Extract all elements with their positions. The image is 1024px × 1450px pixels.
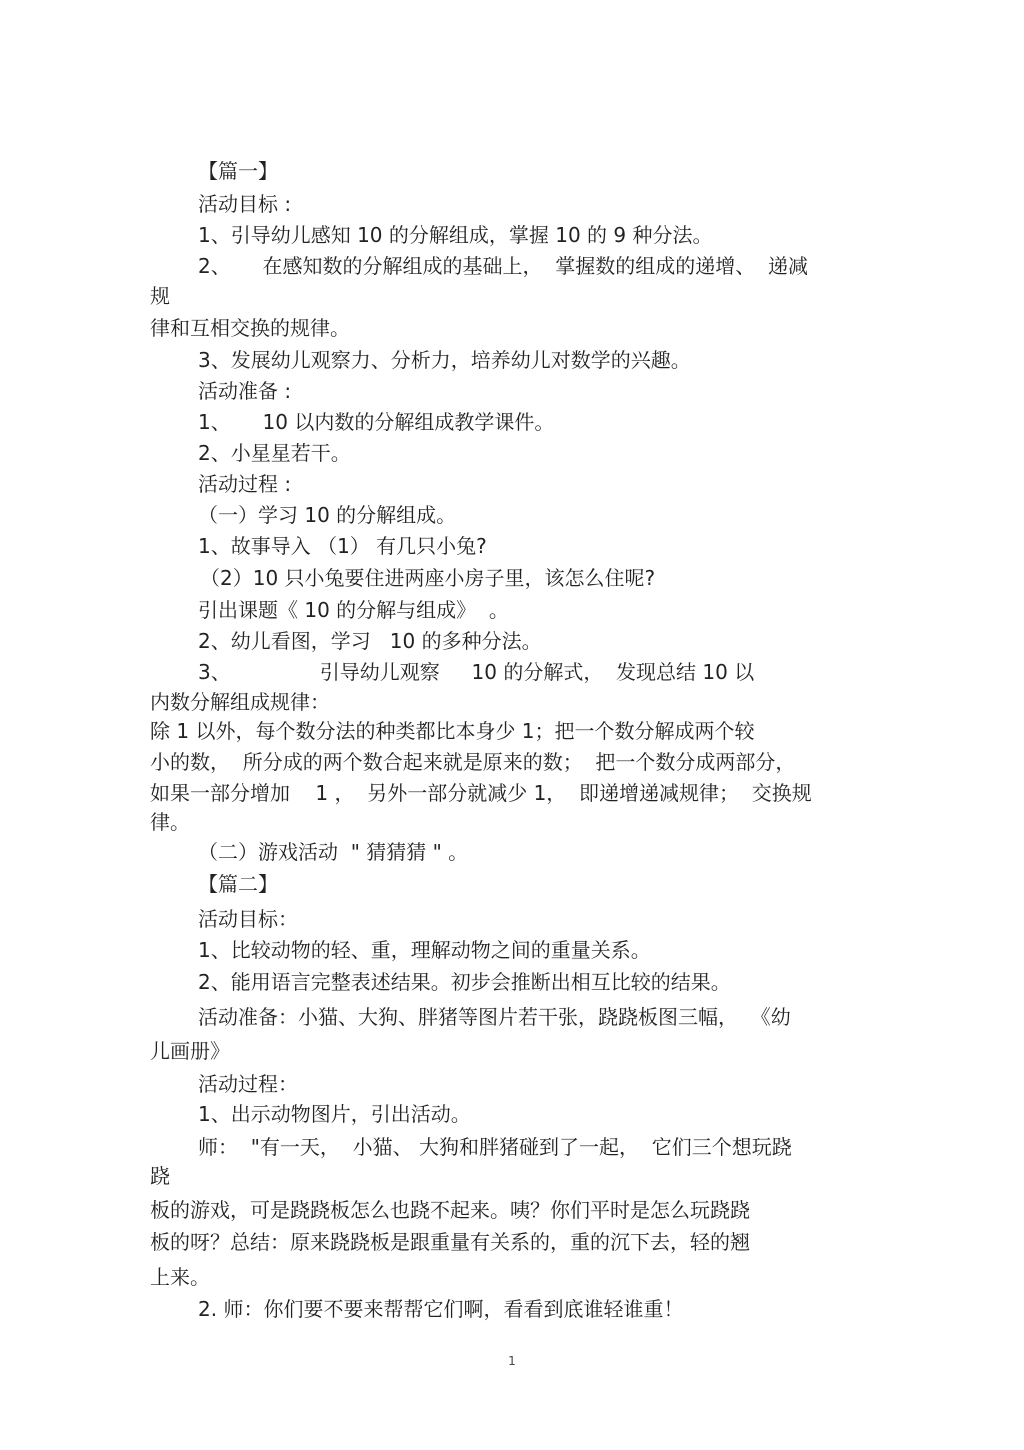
text-line: 2、小星星若干。	[198, 441, 351, 465]
text-line: 如果一部分增加 1 ， 另外一部分就减少 1， 即递增递减规律； 交换规	[150, 781, 812, 805]
text-line: （二）游戏活动 " 猜猜猜 " 。	[198, 840, 469, 864]
text-line: 小的数， 所分成的两个数合起来就是原来的数； 把一个数分成两部分，	[150, 750, 796, 774]
text-line: 活动目标：	[198, 907, 298, 931]
text-line: 活动准备 :	[198, 379, 292, 403]
text-line: 内数分解组成规律：	[150, 690, 330, 714]
text-line: 2、能用语言完整表述结果。初步会推断出相互比较的结果。	[198, 970, 731, 994]
text-line: 活动过程：	[198, 1072, 298, 1096]
text-line: 1、故事导入 （1） 有几只小兔?	[198, 534, 487, 558]
text-line: 活动目标 :	[198, 192, 292, 216]
text-line: 1、 10 以内数的分解组成教学课件。	[198, 410, 555, 434]
text-line: 活动过程 :	[198, 472, 292, 496]
heading-part-1: 【篇一】	[198, 159, 278, 183]
text-line: 1、引导幼儿感知 10 的分解组成，掌握 10 的 9 种分法。	[198, 223, 713, 247]
text-line: （2）10 只小兔要住进两座小房子里，该怎么住呢?	[200, 566, 656, 590]
text-line: 1、出示动物图片，引出活动。	[198, 1102, 471, 1126]
text-line: 律。	[150, 810, 190, 834]
text-line: 儿画册》	[150, 1039, 230, 1063]
text-line: 3、 引导幼儿观察 10 的分解式， 发现总结 10 以	[198, 660, 755, 684]
text-line: 规	[150, 284, 170, 308]
text-line: 除 1 以外，每个数分法的种类都比本身少 1；把一个数分解成两个较	[150, 719, 755, 743]
text-line: 板的游戏，可是跷跷板怎么也跷不起来。咦？你们平时是怎么玩跷跷	[150, 1198, 750, 1222]
text-line: 引出课题《 10 的分解与组成》 。	[198, 598, 509, 622]
text-line: （一）学习 10 的分解组成。	[198, 503, 457, 527]
text-line: 跷	[150, 1164, 170, 1188]
page-number: 1	[508, 1354, 516, 1368]
text-line: 上来。	[150, 1265, 210, 1289]
text-line: 2、幼儿看图，学习 10 的多种分法。	[198, 629, 542, 653]
text-line: 板的呀？总结：原来跷跷板是跟重量有关系的，重的沉下去，轻的翘	[150, 1230, 750, 1254]
text-line: 2、 在感知数的分解组成的基础上， 掌握数的组成的递增、 递减	[198, 254, 808, 278]
text-line: 律和互相交换的规律。	[150, 316, 350, 340]
text-line: 活动准备：小猫、大狗、胖猪等图片若干张，跷跷板图三幅， 《幼	[198, 1005, 791, 1029]
heading-part-2: 【篇二】	[198, 872, 278, 896]
text-line: 1、比较动物的轻、重，理解动物之间的重量关系。	[198, 938, 651, 962]
text-line: 2. 师：你们要不要来帮帮它们啊，看看到底谁轻谁重！	[198, 1297, 684, 1321]
text-line: 3、发展幼儿观察力、分析力，培养幼儿对数学的兴趣。	[198, 348, 691, 372]
text-line: 师： "有一天， 小猫、 大狗和胖猪碰到了一起， 它们三个想玩跷	[198, 1135, 792, 1159]
